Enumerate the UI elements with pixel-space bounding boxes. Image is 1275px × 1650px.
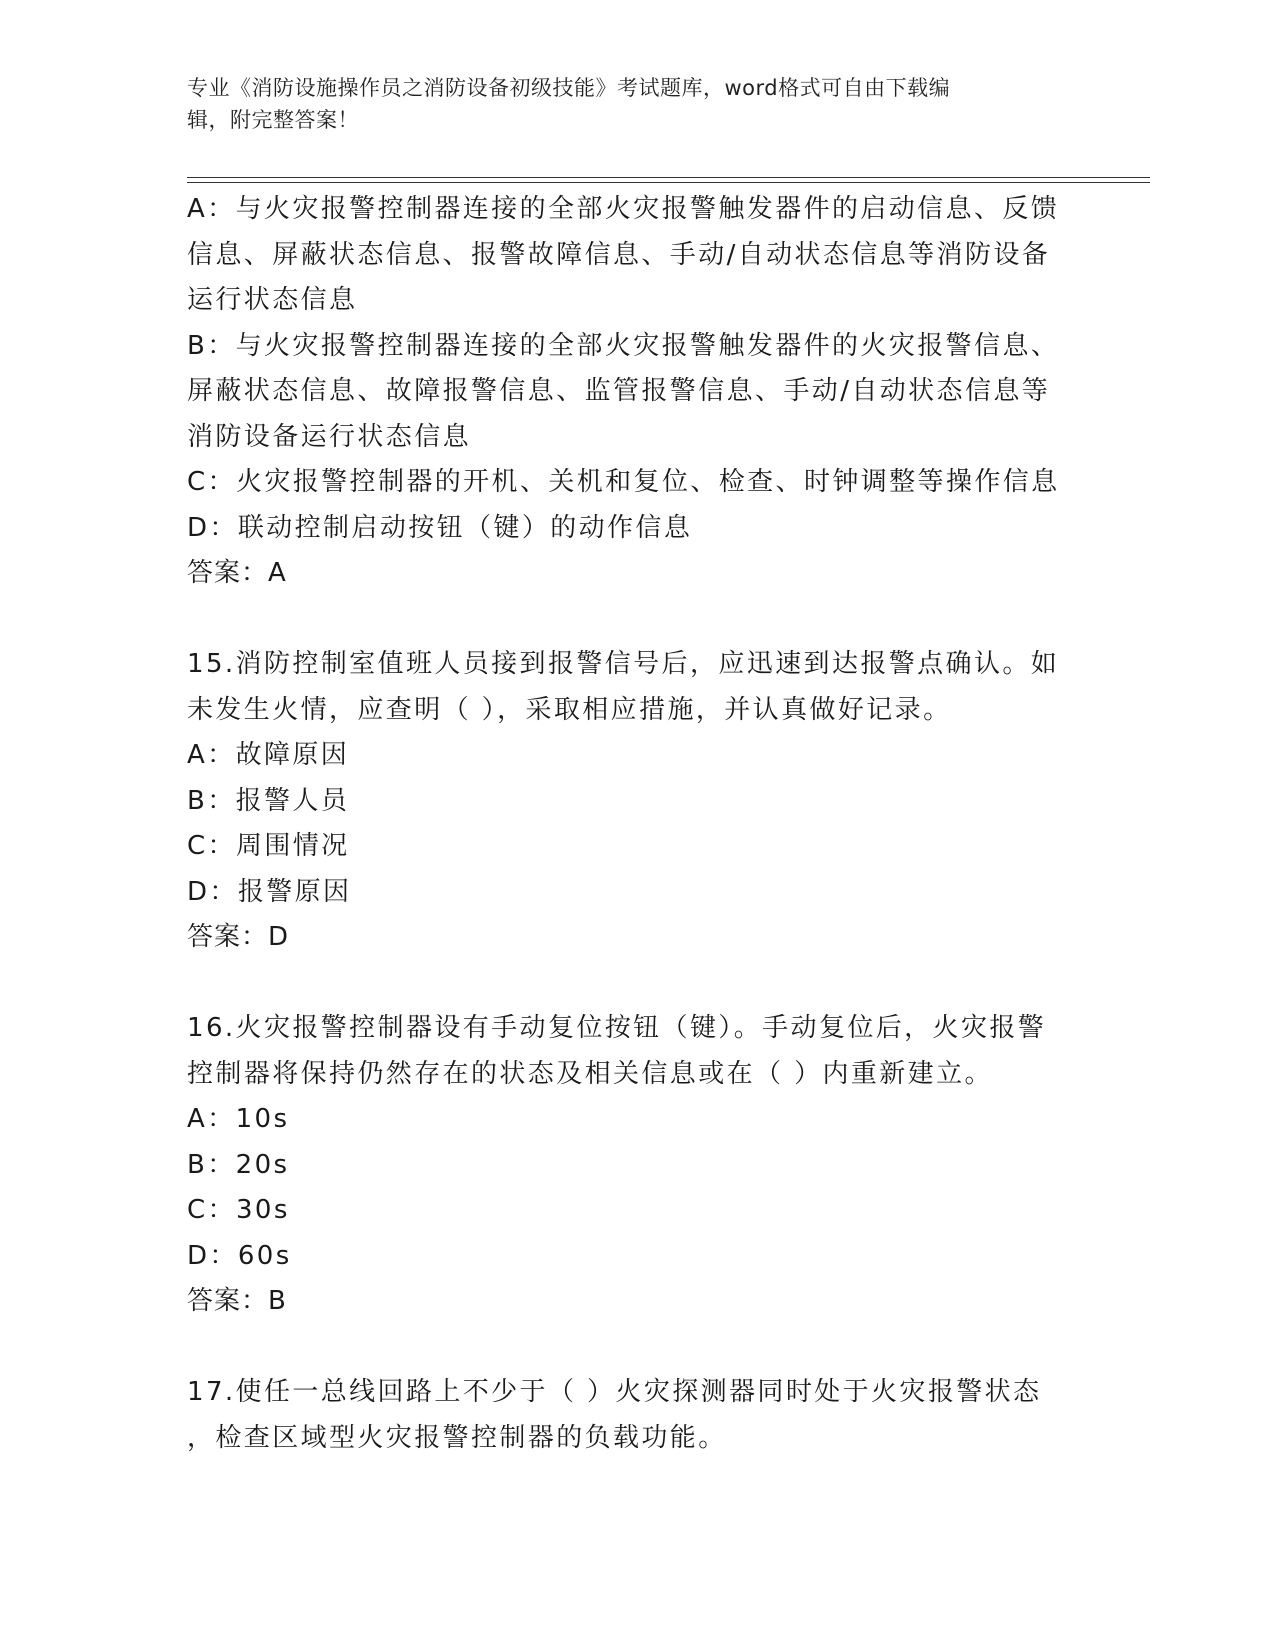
q16-answer: 答案：B <box>187 1286 287 1316</box>
question-17 <box>187 1370 1067 1461</box>
q14-option-a-line-1: A：与火灾报警控制器连接的全部火灾报警触发器件的启动信息、反馈 <box>187 194 1060 224</box>
q14-option-a-line-2: 信息、屏蔽状态信息、报警故障信息、手动/自动状态信息等消防设备 <box>187 239 1051 270</box>
header-line-1: 专业《消防设施操作员之消防设备初级技能》考试题库，word格式可自由下载编 <box>187 76 951 100</box>
q14-answer: 答案：A <box>187 558 287 588</box>
q17-stem-line-1: 17.使任一总线回路上不少于（ ）火灾探测器同时处于火灾报警状态 <box>187 1377 1042 1407</box>
q14-option-b-line-2: 屏蔽状态信息、故障报警信息、监管报警信息、手动/自动状态信息等 <box>187 376 1051 406</box>
q16-option-b: B：20s <box>187 1149 290 1180</box>
q15-option-b: B：报警人员 <box>187 785 350 816</box>
question-15 <box>187 642 1067 961</box>
q16-option-d: D：60s <box>187 1240 292 1271</box>
q16-stem-line-2: 控制器将保持仍然存在的状态及相关信息或在（ ）内重新建立。 <box>187 1058 993 1089</box>
document-header <box>187 72 1067 136</box>
question-16 <box>187 1006 1067 1325</box>
q15-answer: 答案：D <box>187 922 290 952</box>
q14-option-c: C：火灾报警控制器的开机、关机和复位、检查、时钟调整等操作信息 <box>187 467 1060 497</box>
q14-option-b-line-3: 消防设备运行状态信息 <box>187 421 472 452</box>
header-rule-bottom <box>187 182 1150 183</box>
q14-option-a-line-3: 运行状态信息 <box>187 285 358 315</box>
document-body <box>187 187 1067 1461</box>
q17-stem-line-2: ，检查区域型火灾报警控制器的负载功能。 <box>187 1422 727 1453</box>
q14-option-d: D：联动控制启动按钮（键）的动作信息 <box>187 512 693 543</box>
q15-stem-line-1: 15.消防控制室值班人员接到报警信号后，应迅速到达报警点确认。如 <box>187 649 1060 679</box>
header-line-2: 辑，附完整答案！ <box>187 108 359 132</box>
q15-option-d: D：报警原因 <box>187 876 352 907</box>
q16-stem-line-1: 16.火灾报警控制器设有手动复位按钮（键）。手动复位后，火灾报警 <box>187 1013 1047 1043</box>
q16-option-a: A：10s <box>187 1104 290 1134</box>
q14-option-b-line-1: B：与火灾报警控制器连接的全部火灾报警触发器件的火灾报警信息、 <box>187 330 1060 361</box>
header-rule-top <box>187 177 1150 178</box>
q15-stem-line-2: 未发生火情，应查明（ ），采取相应措施，并认真做好记录。 <box>187 694 952 725</box>
q16-option-c: C：30s <box>187 1195 290 1225</box>
q15-option-a: A：故障原因 <box>187 740 350 770</box>
q15-option-c: C：周围情况 <box>187 831 350 861</box>
question-14 <box>187 187 1067 597</box>
